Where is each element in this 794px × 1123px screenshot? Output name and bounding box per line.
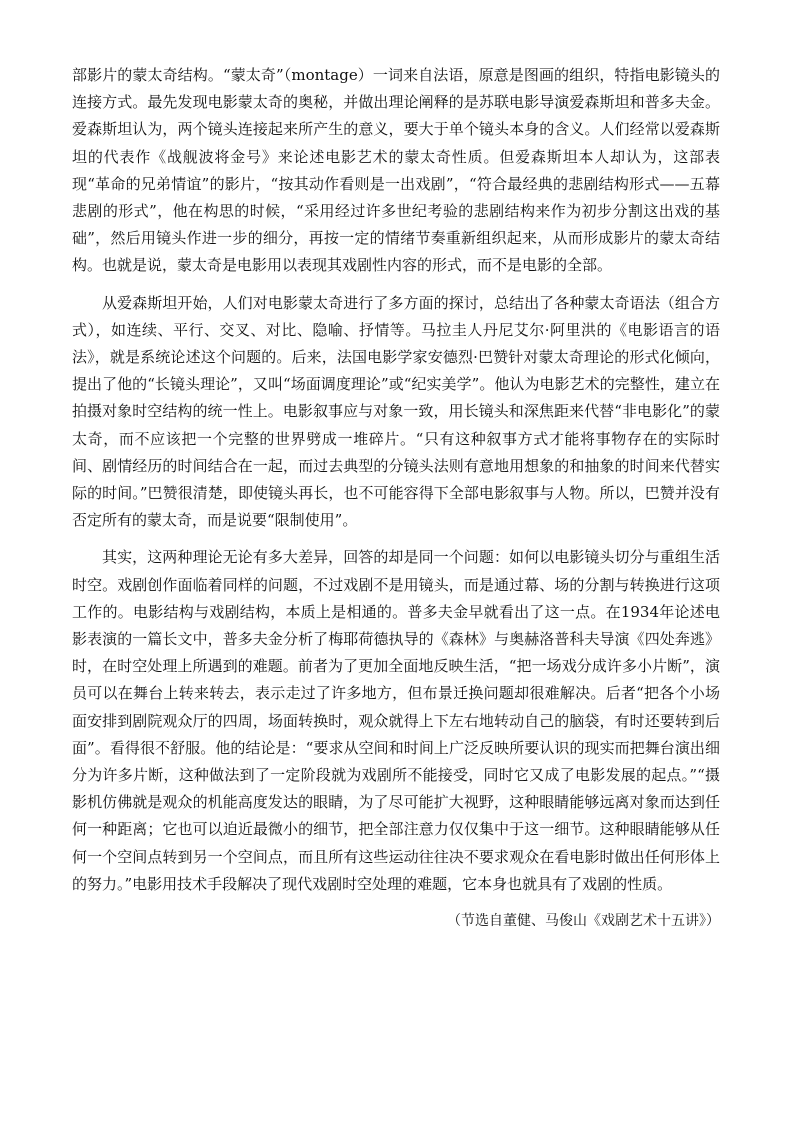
- paragraph-2: 从爱森斯坦开始，人们对电影蒙太奇进行了多方面的探讨，总结出了各种蒙太奇语法（组合方式），如连续、平行、交叉、对比、隐喻、抒情等。马拉圭人丹尼艾尔·阿里洪的《电影语言的语法》，就是系统论述这个问题的。后来，法国电影学家安德烈·巴赞针对蒙太奇理论的形式化倾向，提出了他的“长镜头理论”，又叫“场面调度理论”或“纪实美学”。他认为电影艺术的完整性，建立在拍摄对象时空结构的统一性上。电影叙事应与对象一致，用长镜头和深焦距来代替“非电影化”的蒙太奇，而不应该把一个完整的世界劈成一堆碎片。“只有这种叙事方式才能将事物存在的实际时间、剧情经历的时间结合在一起，而过去典型的分镜头法则有意地用想象的和抽象的时间来代替实际的时间。”巴赞很清楚，即使镜头再长，也不可能容得下全部电影叙事与人物。所以，巴赞并没有否定所有的蒙太奇，而是说要“限制使用”。: [72, 293, 720, 530]
- paragraph-1: 部影片的蒙太奇结构。“蒙太奇”（montage）一词来自法语，原意是图画的组织，特指电影镜头的连接方式。最先发现电影蒙太奇的奥秘，并做出理论阐释的是苏联电影导演爱森斯坦和普多夫金。爱森斯坦认为，两个镜头连接起来所产生的意义，要大于单个镜头本身的含义。人们经常以爱森斯坦的代表作《战舰波将金号》来论述电影艺术的蒙太奇性质。但爱森斯坦本人却认为，这部表现“革命的兄弟情谊”的影片，“按其动作看则是一出戏剧”，“符合最经典的悲剧结构形式——五幕悲剧的形式”，他在构思的时候，“采用经过许多世纪考验的悲剧结构来作为初步分割这出戏的基础”，然后用镜头作进一步的细分，再按一定的情绪节奏重新组织起来，从而形成影片的蒙太奇结构。也就是说，蒙太奇是电影用以表现其戏剧性内容的形式，而不是电影的全部。: [72, 66, 720, 275]
- document-page: [72, 62, 720, 934]
- source-citation: （节选自董健、马俊山《戏剧艺术十五讲》）: [447, 913, 720, 930]
- paragraph-3: 其实，这两种理论无论有多大差异，回答的却是同一个问题：如何以电影镜头切分与重组生活时空。戏剧创作面临着同样的问题，不过戏剧不是用镜头，而是通过幕、场的分割与转换进行这项工作的。电影结构与戏剧结构，本质上是相通的。普多夫金早就看出了这一点。在1934年论述电影表演的一篇长文中，普多夫金分析了梅耶荷德执导的《森林》与奥赫洛普科夫导演《四处奔逃》时，在时空处理上所遇到的难题。前者为了更加全面地反映生活，“把一场戏分成许多小片断”，演员可以在舞台上转来转去，表示走过了许多地方，但布景迁换问题却很难解决。后者“把各个小场面安排到剧院观众厅的四周，场面转换时，观众就得上下左右地转动自己的脑袋，有时还要转到后面”。看得很不舒服。他的结论是：“要求从空间和时间上广泛反映所要认识的现实而把舞台演出细分为许多片断，这种做法到了一定阶段就为戏剧所不能接受，同时它又成了电影发展的起点。”“摄影机仿佛就是观众的机能高度发达的眼睛，为了尽可能扩大视野，这种眼睛能够远离对象而达到任何一种距离；它也可以迫近最微小的细节，把全部注意力仅仅集中于这一细节。这种眼睛能够从任何一个空间点转到另一个空间点，而且所有这些运动往往决不要求观众在看电影时做出任何形体上的努力。”电影用技术手段解决了现代戏剧时空处理的难题，它本身也就具有了戏剧的性质。: [72, 548, 720, 893]
